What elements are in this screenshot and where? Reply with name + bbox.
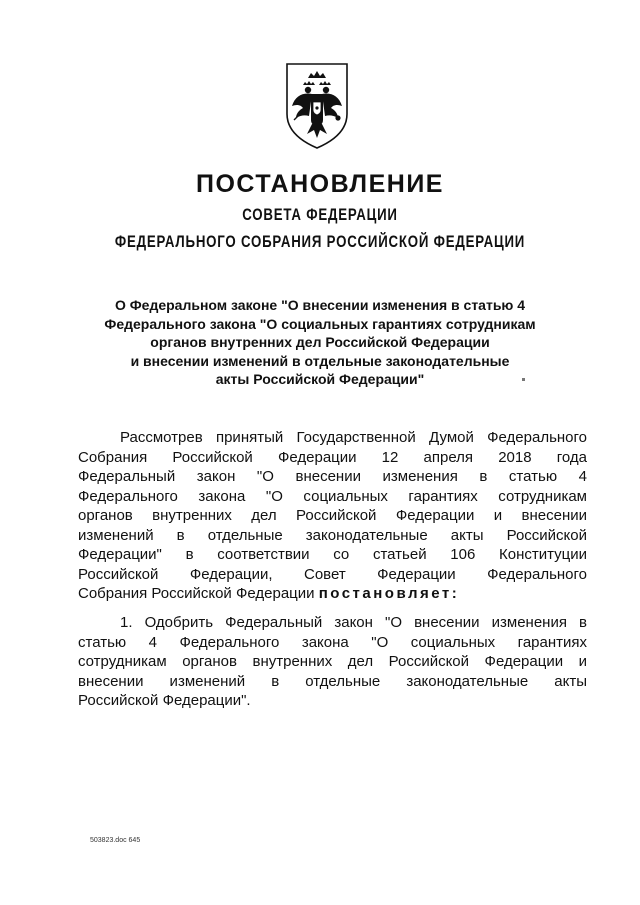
document-title: ПОСТАНОВЛЕНИЕ bbox=[196, 170, 444, 198]
preamble-line: Собрания Российской Федерации 12 апреля 2018 года bbox=[78, 449, 587, 466]
preamble-line: Российской Федерации, Совет Федерации Федерального bbox=[78, 566, 587, 583]
preamble-line-prefix: Собрания Российской Федерации bbox=[78, 585, 319, 602]
subject-line: О Федеральном законе "О внесении изменения в статью 4 bbox=[114, 297, 526, 313]
item-1-line: статью 4 Федерального закона "О социальных гарантиях bbox=[78, 634, 587, 651]
preamble-last-line bbox=[78, 584, 587, 604]
preamble-line: Федерации" в соответствии со статьей 106 Конституции bbox=[78, 546, 587, 563]
item-1-line: Российской Федерации". bbox=[78, 692, 251, 709]
preamble-line: Федеральный закон "О внесении изменения в статью 4 bbox=[78, 468, 587, 485]
issuer-line-1: СОВЕТА ФЕДЕРАЦИИ bbox=[242, 205, 398, 224]
subject-line: Федерального закона "О социальных гарантиях сотрудникам bbox=[104, 315, 536, 332]
preamble-line: изменений в отдельные законодательные акты Российской bbox=[78, 527, 587, 544]
issuer-line-2: ФЕДЕРАЛЬНОГО СОБРАНИЯ РОССИЙСКОЙ ФЕДЕРАЦИИ bbox=[114, 232, 526, 251]
subject-line: акты Российской Федерации" bbox=[215, 371, 425, 387]
preamble-line: Рассмотрев принятый Государственной Думой Федерального bbox=[120, 429, 587, 446]
document-subject bbox=[70, 296, 570, 389]
preamble-line: Федерального закона "О социальных гарантиях сотрудникам bbox=[78, 488, 587, 505]
item-1-line: сотрудникам органов внутренних дел Российской Федерации и bbox=[78, 653, 587, 670]
subject-line: органов внутренних дел Российской Федерации bbox=[150, 334, 490, 350]
scan-mark bbox=[522, 378, 525, 381]
preamble-line: органов внутренних дел Российской Федерации и внесении bbox=[78, 507, 587, 524]
coat-of-arms-icon bbox=[281, 58, 353, 150]
item-1-line: 1. Одобрить Федеральный закон "О внесении изменения в bbox=[120, 614, 587, 631]
subject-line: и внесении изменений в отдельные законодательные bbox=[130, 352, 510, 369]
decree-word: постановляет: bbox=[318, 585, 460, 602]
item-1-line: внесении изменений в отдельные законодательные акты bbox=[78, 673, 587, 690]
document-code: 503823.doc 645 bbox=[90, 837, 141, 844]
